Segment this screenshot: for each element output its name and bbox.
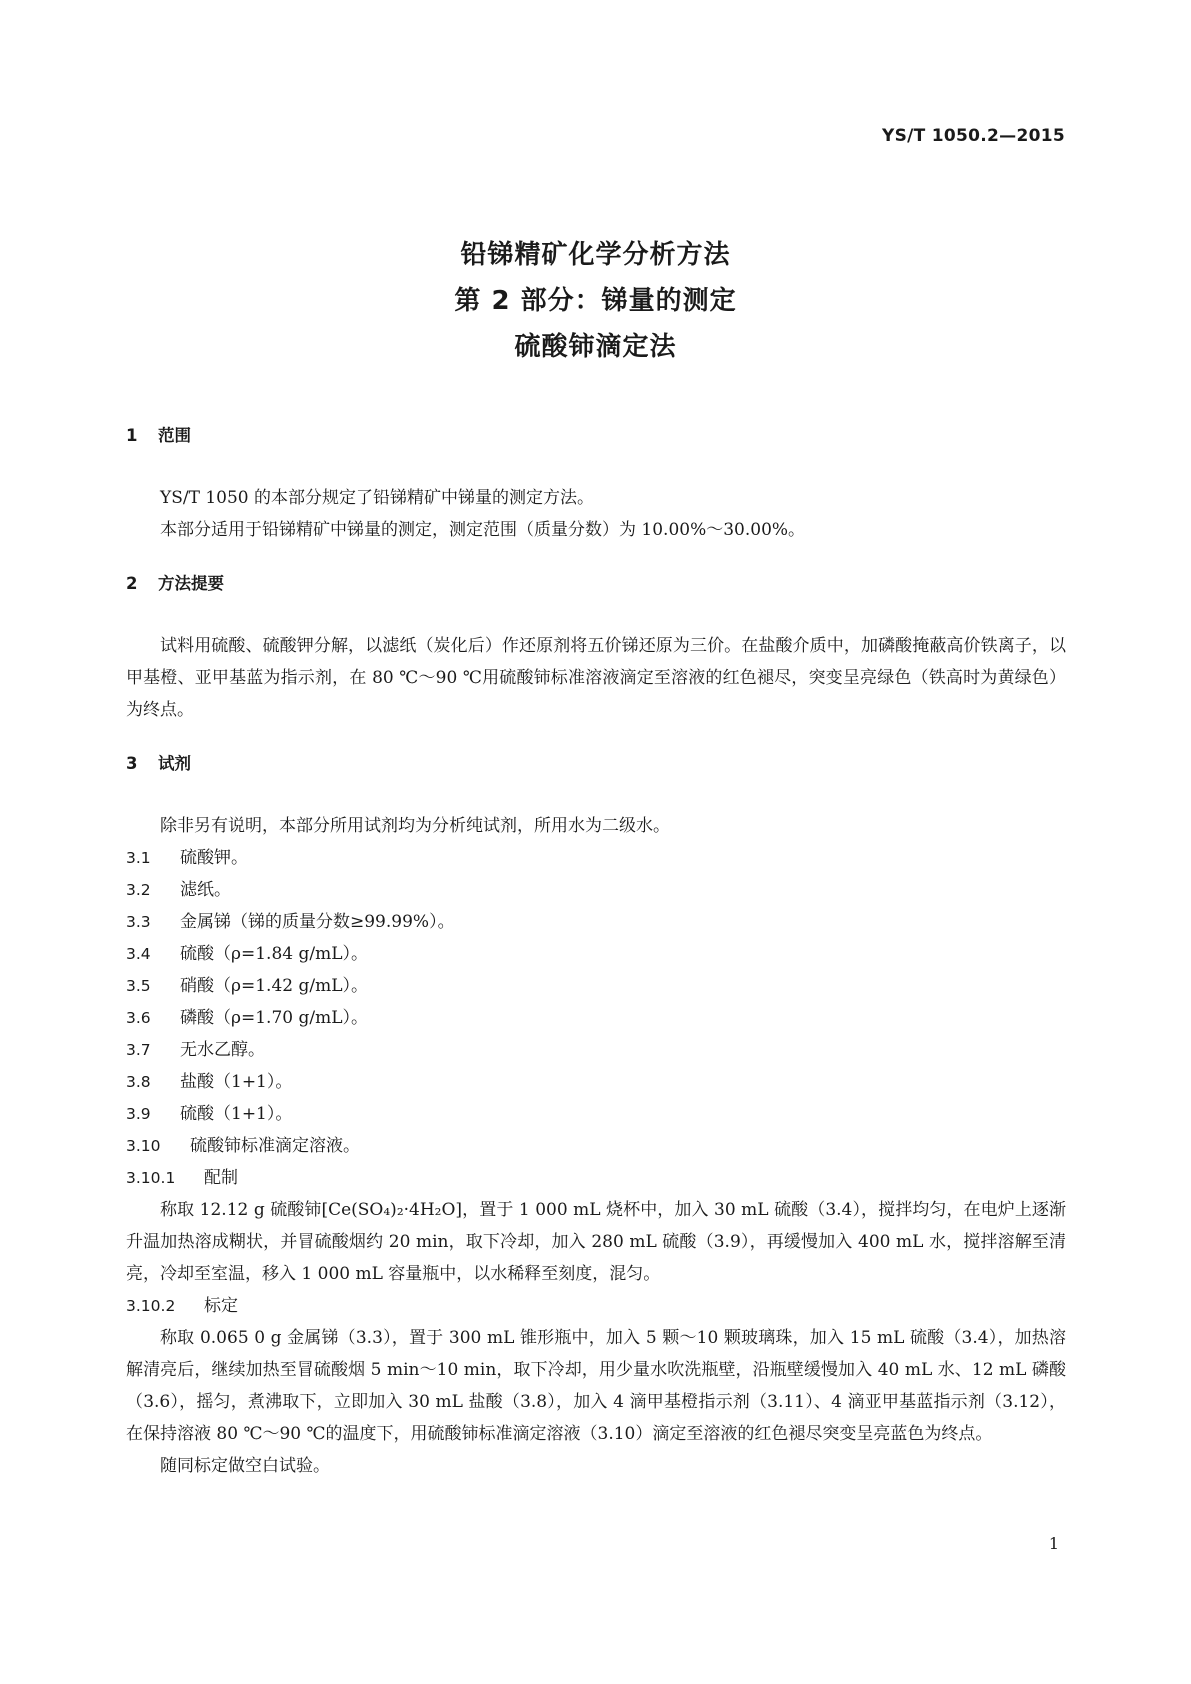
standard-code: YS/T 1050.2—2015	[882, 126, 1065, 146]
item-number: 3.10.2	[126, 1297, 176, 1315]
paragraph: 称取 0.065 0 g 金属锑（3.3），置于 300 mL 锥形瓶中，加入 5 颗～10 颗玻璃珠，加入 15 mL 硫酸（3.4），加热溶解清亮后，继续加热至冒硫酸烟 5 min～10 min，取下冷却，用少量水吹洗瓶壁，沿瓶壁缓慢加入 40 mL 水、12 mL 磷酸（3.6），摇匀，煮沸取下，立即加入 30 mL 盐酸（3.8），加入 4 滴甲基橙指示剂（3.11）、4 滴亚甲基蓝指示剂（3.12），在保持溶液 80 ℃～90 ℃的温度下，用硫酸铈标准滴定溶液（3.10）滴定至溶液的红色褪尽突变呈亮蓝色为终点。	[126, 1328, 1066, 1444]
title-line-3: 硫酸铈滴定法	[514, 332, 677, 362]
item-number: 3.6	[126, 1009, 151, 1027]
item-number: 3.9	[126, 1105, 151, 1123]
list-item	[126, 1098, 1066, 1130]
item-text: 配制	[204, 1168, 238, 1188]
document-body	[126, 420, 1066, 1482]
paragraph: 试料用硫酸、硫酸钾分解，以滤纸（炭化后）作还原剂将五价锑还原为三价。在盐酸介质中，加磷酸掩蔽高价铁离子，以甲基橙、亚甲基蓝为指示剂，在 80 ℃～90 ℃用硫酸铈标准溶液滴定至溶液的红色褪尽，突变呈亮绿色（铁高时为黄绿色）为终点。	[126, 636, 1066, 720]
item-text: 硝酸（ρ=1.42 g/mL）。	[180, 976, 369, 996]
item-text: 无水乙醇。	[180, 1040, 265, 1060]
list-item	[126, 906, 1066, 938]
item-number: 3.4	[126, 945, 151, 963]
list-item	[126, 1066, 1066, 1098]
list-item	[126, 938, 1066, 970]
list-item	[126, 1130, 1066, 1162]
title-line-2: 第 2 部分：锑量的测定	[454, 286, 737, 316]
paragraph: 称取 12.12 g 硫酸铈[Ce(SO₄)₂·4H₂O]，置于 1 000 mL 烧杯中，加入 30 mL 硫酸（3.4），搅拌均匀，在电炉上逐渐升温加热溶成糊状，并冒硫酸烟约 20 min，取下冷却，加入 280 mL 硫酸（3.9），再缓慢加入 400 mL 水，搅拌溶解至清亮，冷却至室温，移入 1 000 mL 容量瓶中，以水稀释至刻度，混匀。	[126, 1200, 1066, 1284]
section-heading-method	[126, 568, 1066, 600]
item-text: 标定	[204, 1296, 238, 1316]
list-item	[126, 842, 1066, 874]
section-number: 1	[126, 426, 138, 445]
item-text: 硫酸（1+1）。	[180, 1104, 293, 1124]
item-number: 3.3	[126, 913, 151, 931]
list-item	[126, 970, 1066, 1002]
section-heading-scope	[126, 420, 1066, 452]
paragraph: YS/T 1050 的本部分规定了铅锑精矿中锑量的测定方法。	[160, 488, 595, 508]
item-number: 3.5	[126, 977, 151, 995]
item-text: 硫酸铈标准滴定溶液。	[190, 1136, 360, 1156]
item-number: 3.7	[126, 1041, 151, 1059]
paragraph: 除非另有说明，本部分所用试剂均为分析纯试剂，所用水为二级水。	[160, 816, 670, 836]
paragraph: 随同标定做空白试验。	[160, 1456, 330, 1476]
section-number: 2	[126, 574, 138, 593]
item-number: 3.1	[126, 849, 151, 867]
list-item	[126, 1002, 1066, 1034]
list-item	[126, 1034, 1066, 1066]
item-number: 3.10	[126, 1137, 161, 1155]
item-number: 3.2	[126, 881, 151, 899]
section-title: 试剂	[158, 754, 191, 773]
section-title: 方法提要	[158, 574, 224, 593]
item-text: 磷酸（ρ=1.70 g/mL）。	[180, 1008, 369, 1028]
item-text: 硫酸钾。	[180, 848, 248, 868]
item-number: 3.10.1	[126, 1169, 176, 1187]
section-number: 3	[126, 754, 138, 773]
item-text: 硫酸（ρ=1.84 g/mL）。	[180, 944, 369, 964]
item-text: 滤纸。	[180, 880, 231, 900]
list-item	[126, 1162, 1066, 1194]
document-title	[0, 232, 1191, 370]
item-text: 盐酸（1+1）。	[180, 1072, 293, 1092]
item-number: 3.8	[126, 1073, 151, 1091]
section-heading-reagents	[126, 748, 1066, 780]
item-text: 金属锑（锑的质量分数≥99.99%）。	[180, 912, 455, 932]
page-number: 1	[1048, 1534, 1059, 1553]
title-line-1: 铅锑精矿化学分析方法	[460, 240, 731, 270]
list-item	[126, 1290, 1066, 1322]
paragraph: 本部分适用于铅锑精矿中锑量的测定，测定范围（质量分数）为 10.00%～30.00%。	[160, 520, 806, 540]
list-item	[126, 874, 1066, 906]
section-title: 范围	[158, 426, 191, 445]
